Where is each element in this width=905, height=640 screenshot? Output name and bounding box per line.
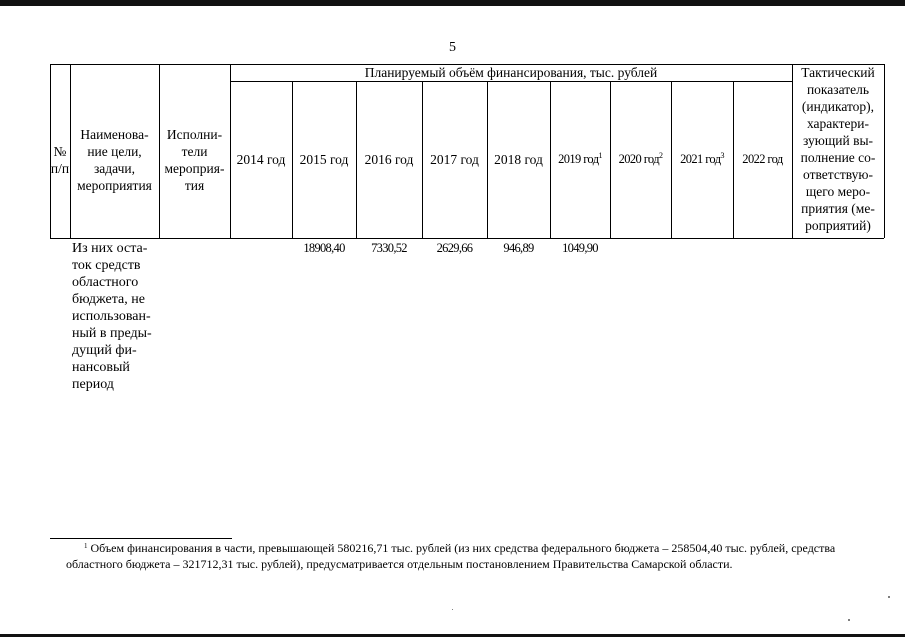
header-year-label: 2019 год [558, 152, 599, 166]
header-year [733, 81, 792, 238]
header-indicator-line: ответствую- [803, 167, 873, 182]
header-year [487, 81, 550, 238]
header-number-line: п/п [50, 160, 70, 176]
header-name-line: Наименова- [80, 126, 149, 142]
header-year [550, 81, 610, 238]
table-right-border [884, 64, 885, 238]
footnote-mark: 2 [658, 151, 663, 160]
scan-speck [888, 596, 890, 598]
table-cell-2016: 7330,52 [371, 241, 407, 255]
header-number-line: № [53, 143, 67, 159]
header-indicator-line: (индикатор), [801, 99, 875, 114]
table-cell-2015: 18908,40 [303, 241, 345, 255]
header-name-line: ние цели, [87, 143, 142, 159]
header-executors [159, 81, 230, 238]
header-year [610, 81, 671, 238]
footnote-separator [50, 538, 232, 539]
table-row-name [72, 240, 162, 393]
header-indicator-line: зующий вы- [802, 133, 874, 148]
row-name-line: Из них оста- [72, 241, 148, 256]
scan-bottom-border [0, 634, 905, 637]
table-cell-2019: 1049,90 [562, 241, 598, 255]
header-indicator-line: роприятий) [805, 218, 871, 233]
scan-speck [452, 609, 453, 610]
table-cell-2018: 946,89 [503, 241, 534, 255]
header-executors-line: мероприя- [164, 160, 225, 176]
header-year-label: 2022 год [742, 152, 783, 166]
row-name-line: дущий фи- [72, 343, 137, 358]
row-name-line: период [72, 377, 114, 392]
header-indicator-line: полнение со- [800, 150, 876, 165]
header-executors-line: Исполни- [166, 126, 223, 142]
header-number [50, 81, 70, 238]
header-year-label: 2020 год [618, 152, 659, 166]
header-indicator-line: характери- [806, 116, 870, 131]
row-name-line: нансовый [72, 360, 130, 375]
header-executors-line: тели [181, 143, 208, 159]
header-name [70, 81, 159, 238]
table-cell-2017: 2629,66 [436, 241, 473, 255]
row-name-line: ный в преды- [72, 326, 152, 341]
footnote-mark: 1 [598, 151, 602, 160]
header-year [356, 81, 422, 238]
header-year-label: 2017 год [430, 152, 479, 167]
footnote-text: Объем финансирования в части, превышающей 580216,71 тыс. рублей (из них средства федерального бюджета – 258504,40 тыс. рублей, средства областного бюджета – 321712,31 тыс. рублей), предусматривается отдельным постановлением Правительства Самарской области. [66, 541, 836, 571]
header-year-label: 2021 год [680, 152, 721, 166]
row-name-line: бюджета, не [72, 292, 145, 307]
footnote [66, 540, 866, 572]
header-year-label: 2016 год [364, 152, 414, 167]
header-indicator-line: показатель [806, 82, 870, 97]
header-planned-funding: Планируемый объём финансирования, тыс. рублей [364, 65, 658, 80]
footnote-mark: 1 [84, 542, 88, 550]
footnote-mark: 3 [720, 151, 724, 160]
header-indicator-line: щего меро- [805, 184, 871, 199]
header-name-line: мероприятия [77, 177, 152, 193]
header-indicator-line: приятия (ме- [801, 201, 875, 216]
header-name-line: задачи, [93, 160, 136, 176]
header-year [230, 81, 292, 238]
row-name-line: использован- [72, 309, 151, 324]
scan-speck [848, 619, 850, 621]
header-executors-line: тия [184, 177, 205, 193]
row-name-line: ток средств [72, 258, 141, 273]
header-indicator-line: Тактический [801, 65, 875, 80]
header-year [422, 81, 487, 238]
header-year [671, 81, 733, 238]
header-indicator [792, 64, 884, 238]
header-year-label: 2015 год [299, 152, 349, 167]
header-bottom-border [50, 238, 884, 239]
scan-top-border [0, 0, 905, 6]
header-year-label: 2018 год [494, 152, 543, 167]
header-year-label: 2014 год [236, 152, 286, 167]
header-year [292, 81, 356, 238]
row-name-line: областного [72, 275, 139, 290]
page-number: 5 [449, 40, 456, 55]
